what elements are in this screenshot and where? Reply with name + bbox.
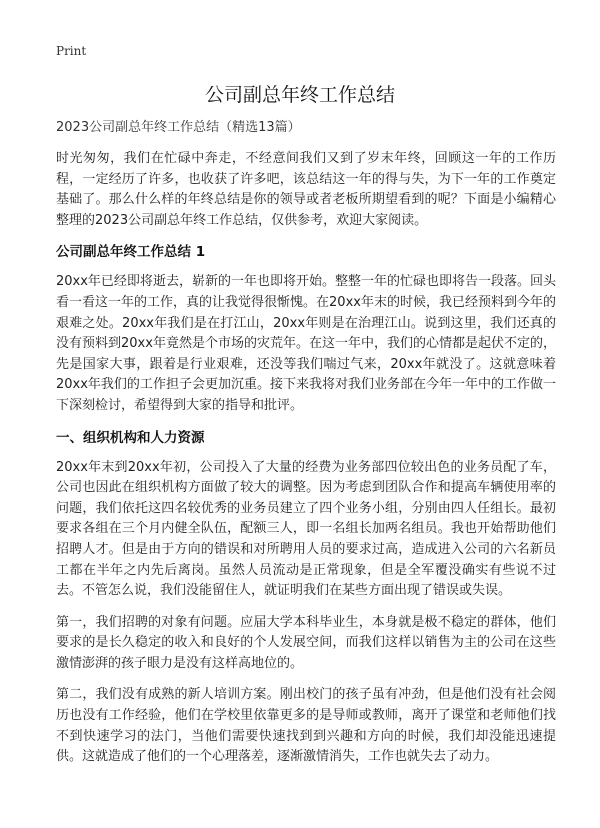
section-heading: 公司副总年终工作总结 1 [56,244,206,261]
org-paragraph-1: 20xx年末到20xx年初，公司投入了大量的经费为业务部四位较出色的业务员配了车，公司也因此在组织机构方面做了较大的调整。因为考虑到团队合作和提高车辆使用率的问题，我们依托这四名较优秀的业务员建立了四个业务小组，分别由四人任组长。最初要求各组在三个月内健全队伍，配额三人，即一名组长加两名组员。我也开始帮助他们招聘人才。但是由于方向的错误和对所聘用人员的要求过高，造成进入公司的六名新员工都在半年之内先后离岗。虽然人员流动是正常现象，但是全军覆没确实有些说不过去。不管怎么说，我们没能留住人，就证明我们在某些方面出现了错误或失误。 [56,459,556,599]
org-paragraph-2: 第一，我们招聘的对象有问题。应届大学本科毕业生，本身就是极不稳定的群体，他们要求的是长久稳定的收入和良好的个人发展空间，而我们这样以销售为主的公司在这些激情澎湃的孩子眼力是没有这样高地位的。 [56,614,556,671]
org-paragraph-3: 第二，我们没有成熟的新人培训方案。刚出校门的孩子虽有冲劲，但是他们没有社会阅历也没有工作经验，他们在学校里依靠更多的是导师或教师，离开了课堂和老师他们找不到快速学习的法门，当他们需要快速找到到兴趣和方向的时候，我们却没能迅速提供。这就造成了他们的一个心理落差，逐渐激情消失，工作也就失去了动力。 [56,687,556,765]
document-subtitle: 2023公司副总年终工作总结（精选13篇） [56,120,301,135]
document-body [56,118,556,779]
intro-paragraph: 时光匆匆，我们在忙碌中奔走，不经意间我们又到了岁末年终，回顾这一年的工作历程，一定经历了许多，也收获了许多吧，该总结这一年的得与失，为下一年的工作奠定基础了。那么什么样的年终总结是你的领导或者老板所期望看到的呢？下面是小编精心整理的2023公司副总年终工作总结，仅供参考，欢迎大家阅读。 [56,151,556,228]
print-link[interactable]: Print [56,44,87,58]
subsection-heading: 一、组织机构和人力资源 [56,429,205,446]
section-paragraph: 20xx年已经即将逝去，崭新的一年也即将开始。整整一年的忙碌也即将告一段落。回头看一看这一年的工作，真的让我觉得很惭愧。在20xx年末的时候，我已经预料到今年的艰难之处。20xx年我们是在打江山，20xx年则是在治理江山。说到这里，我们还真的没有预料到20xx年竟然是个市场的灾荒年。在这一年中，我们的心情都是起伏不定的，先是国家大事，跟着是行业艰难，还没等我们喘过气来，20xx年就没了。这就意味着20xx年我们的工作担子会更加沉重。接下来我将对我们业务部在今年一年中的工作做一下深刻检讨，希望得到大家的指导和批评。 [56,274,556,413]
page-title: 公司副总年终工作总结 [204,84,395,106]
